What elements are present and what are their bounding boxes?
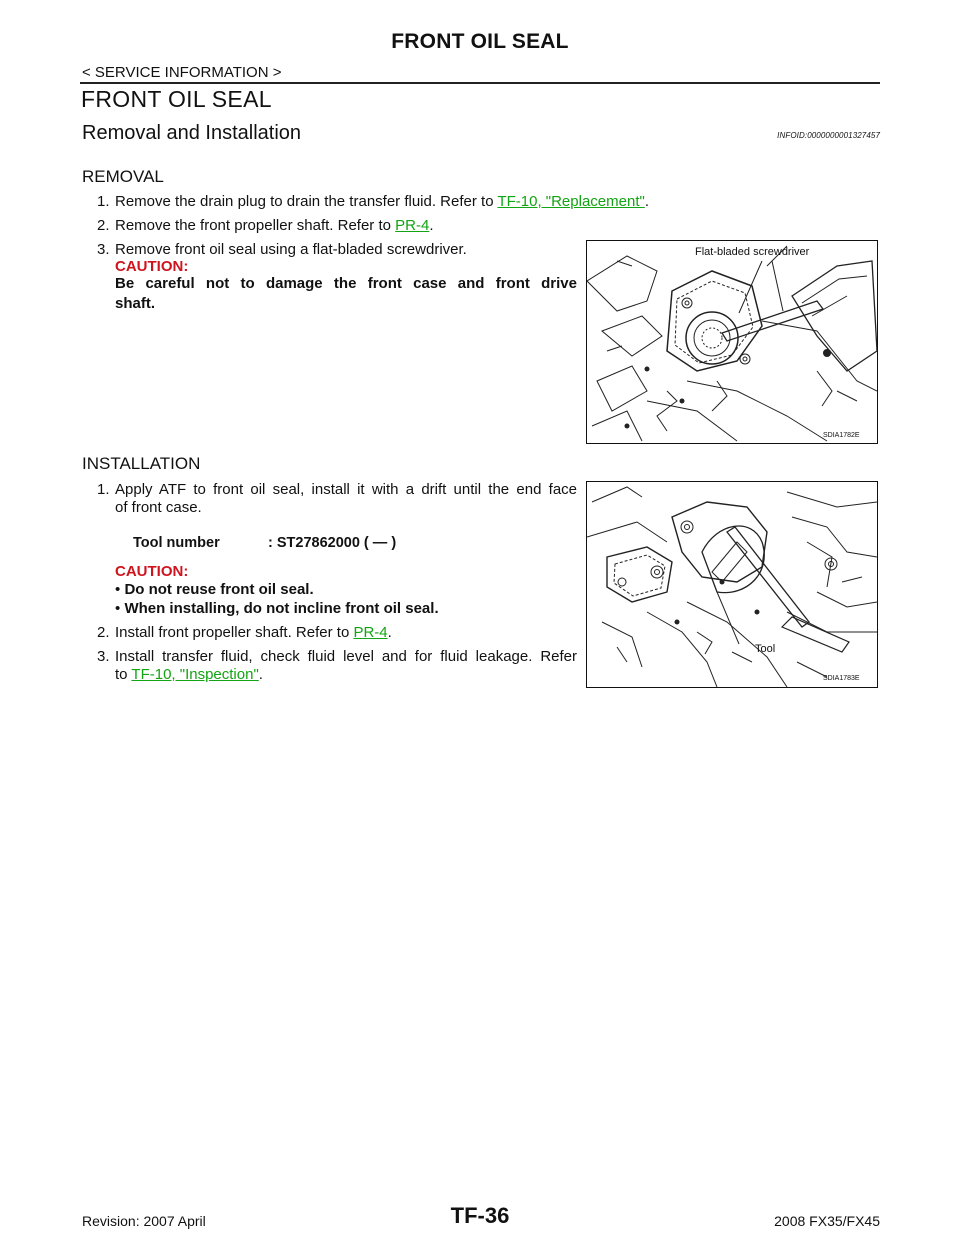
removal-step-1: [97, 193, 649, 211]
step-punct: .: [258, 666, 263, 683]
caution-text-line-2: shaft.: [115, 295, 156, 312]
step-text: Install front propeller shaft. Refer to: [115, 624, 354, 641]
tool-number-value: : ST27862000 ( — ): [268, 535, 397, 551]
step-text: Remove the drain plug to drain the transfer fluid. Refer to: [115, 193, 498, 210]
removal-step-3: [97, 241, 577, 259]
step-text-line-1: Install transfer fluid, check fluid level and for fluid leakage. Refer: [115, 648, 577, 665]
section-breadcrumb: < SERVICE INFORMATION >: [82, 64, 282, 81]
header-divider: [80, 82, 880, 84]
step-number: 3.: [97, 241, 110, 258]
footer-page-number: TF-36: [450, 1203, 510, 1228]
step-punct: .: [429, 217, 434, 234]
figure-code: SDIA1783E: [823, 675, 860, 682]
caution-label: CAUTION:: [115, 258, 189, 275]
illustration-seal-removal: [587, 241, 877, 443]
caution-label: CAUTION:: [115, 563, 189, 580]
xref-tf-10-inspection[interactable]: TF-10, "Inspection": [131, 666, 259, 683]
step-punct: .: [387, 624, 392, 641]
step-text-line-2: of front case.: [115, 499, 202, 516]
step-text: Remove front oil seal using a flat-bladed screwdriver.: [115, 241, 467, 258]
step-number: 1.: [97, 481, 110, 498]
step-number: 3.: [97, 648, 110, 665]
figure-callout-tool: Tool: [755, 643, 776, 655]
bullet-text: Do not reuse front oil seal.: [124, 581, 314, 598]
bullet-glyph: •: [115, 581, 121, 598]
figure-code: SDIA1782E: [823, 432, 860, 439]
step-text: Remove the front propeller shaft. Refer to: [115, 217, 396, 234]
info-id: INFOID:0000000001327457: [777, 131, 880, 140]
running-title: FRONT OIL SEAL: [391, 30, 569, 53]
step-number: 1.: [97, 193, 110, 210]
figure-tool-installation: [586, 481, 878, 688]
xref-pr-4[interactable]: PR-4: [395, 217, 430, 234]
figure-callout-screwdriver: Flat-bladed screwdriver: [695, 246, 810, 258]
bullet-text: When installing, do not incline front oil seal.: [124, 600, 439, 617]
bullet-glyph: •: [115, 600, 121, 617]
installation-step-1: [97, 481, 577, 517]
section-subtitle: Removal and Installation: [82, 122, 302, 144]
step-text: to: [115, 666, 132, 683]
installation-step-3: [97, 648, 577, 684]
page-title: FRONT OIL SEAL: [81, 86, 272, 112]
illustration-seal-installation: [587, 482, 877, 687]
xref-tf-10-replacement[interactable]: TF-10, "Replacement": [497, 193, 645, 210]
caution-bullet-2: [115, 599, 439, 619]
step-number: 2.: [97, 217, 110, 234]
caution-bullet-1: [115, 580, 314, 600]
xref-pr-4[interactable]: PR-4: [353, 624, 388, 641]
caution-text-line-1: Be careful not to damage the front case and front drive: [115, 275, 577, 292]
figure-screwdriver-removal: [586, 240, 878, 444]
installation-step-2: [97, 624, 577, 642]
installation-heading: INSTALLATION: [82, 454, 201, 473]
footer-revision: Revision: 2007 April: [82, 1213, 206, 1229]
step-text-line-1: Apply ATF to front oil seal, install it with a drift until the end face: [115, 481, 577, 498]
step-number: 2.: [97, 624, 110, 641]
removal-heading: REMOVAL: [82, 167, 164, 186]
footer-model: 2008 FX35/FX45: [774, 1213, 880, 1229]
tool-number-label: Tool number: [133, 535, 220, 551]
step-punct: .: [644, 193, 649, 210]
removal-step-2: [97, 217, 577, 235]
